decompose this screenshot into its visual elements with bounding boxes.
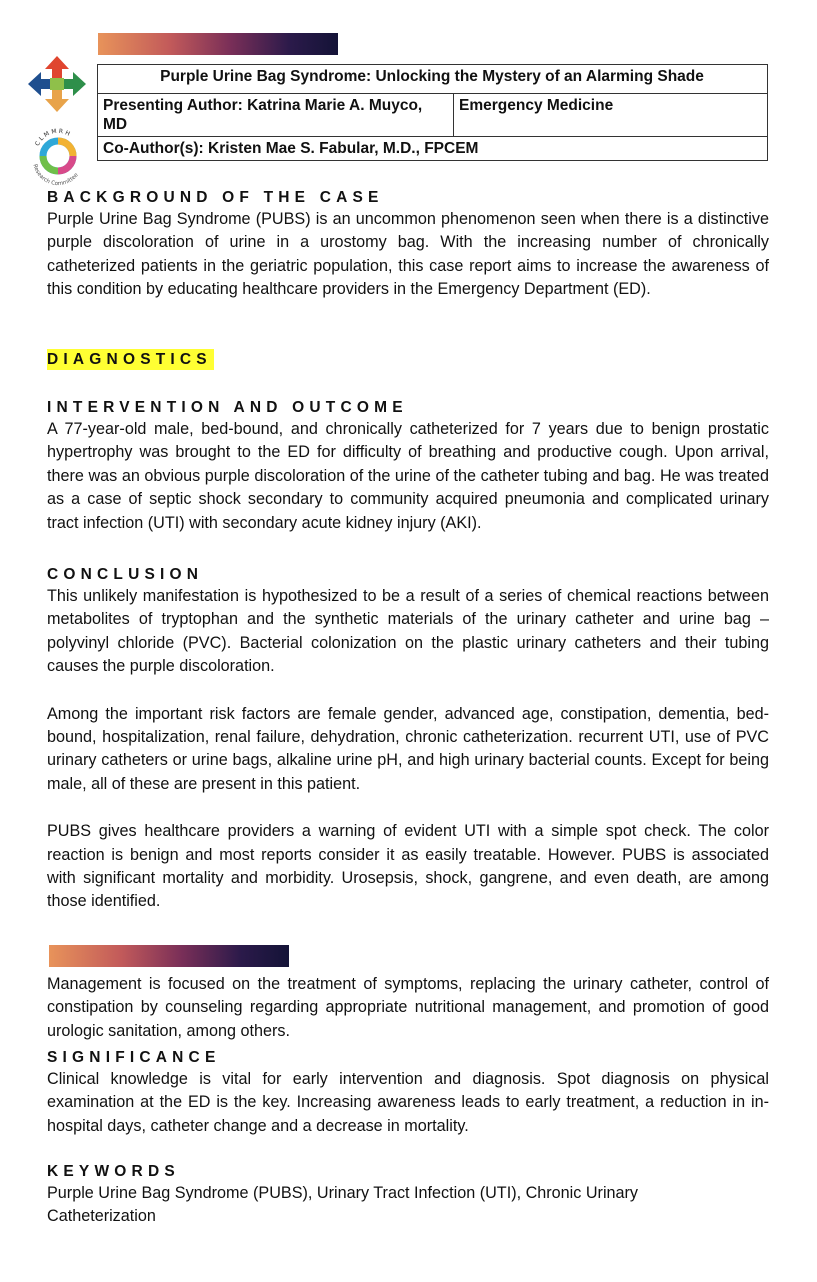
- decorative-gradient-bar: [49, 945, 289, 967]
- section-heading-significance: SIGNIFICANCE: [47, 1049, 221, 1066]
- conclusion-paragraph-4: Management is focused on the treatment of symptoms, replacing the urinary catheter, control of constipation by counseling regarding appropriate nutritional management, and promotion of good urologic sanitation, among others.: [47, 975, 769, 1040]
- co-authors: Co-Author(s): Kristen Mae S. Fabular, M.D., FPCEM: [98, 137, 768, 161]
- poster-header-table: [97, 64, 768, 161]
- poster-title: Purple Urine Bag Syndrome: Unlocking the Mystery of an Alarming Shade: [98, 65, 768, 94]
- conclusion-section: [47, 565, 769, 914]
- section-heading-keywords: KEYWORDS: [47, 1163, 180, 1180]
- svg-text:C L M M R H: C L M M R H: [33, 127, 71, 148]
- section-heading-diagnostics: DIAGNOSTICS: [47, 351, 212, 368]
- keywords-line-1: Purple Urine Bag Syndrome (PUBS), Urinary Tract Infection (UTI), Chronic Urinary: [47, 1184, 639, 1202]
- keywords-line-2: Catheterization: [47, 1207, 156, 1226]
- significance-text: Clinical knowledge is vital for early intervention and diagnosis. Spot diagnosis on physical examination at the ED is the key. Increasing awareness leads to early treatment, a reduction in in-hospital days, catheter change and a decrease in mortality.: [47, 1070, 769, 1135]
- four-arrows-logo-icon: [28, 56, 86, 112]
- section-heading-intervention: INTERVENTION AND OUTCOME: [47, 399, 408, 416]
- section-heading-background: BACKGROUND OF THE CASE: [47, 189, 384, 206]
- intervention-section: [47, 398, 769, 535]
- keywords-section: [47, 1162, 769, 1229]
- intervention-text: A 77-year-old male, bed-bound, and chronically catheterized for 7 years due to benign prostatic hypertrophy was brought to the ED for difficulty of breathing and productive cough. Upon arrival, there was an obvious purple discoloration of the urine of the catheter tubing and bag. He was treated as a case of septic shock secondary to community acquired pneumonia and complicated urinary tract infection (UTI) with secondary acute kidney injury (AKI).: [47, 420, 769, 532]
- background-text: Purple Urine Bag Syndrome (PUBS) is an uncommon phenomenon seen when there is a distinctive purple discoloration of urine in a urostomy bag. With the increasing number of chronically catheterized patients in the geriatric population, this case report aims to increase the awareness of this condition by educating healthcare providers in the Emergency Department (ED).: [47, 210, 769, 299]
- presenting-author: Presenting Author: Katrina Marie A. Muyco, MD: [98, 94, 454, 137]
- department: Emergency Medicine: [454, 94, 768, 137]
- significance-section: [47, 1048, 769, 1138]
- research-committee-logo-icon: [27, 118, 89, 192]
- diagnostics-section: [47, 348, 769, 371]
- section-heading-conclusion: CONCLUSION: [47, 566, 204, 583]
- background-section: [47, 188, 769, 302]
- decorative-gradient-bar: [98, 33, 338, 55]
- conclusion-paragraph-3: PUBS gives healthcare providers a warning of evident UTI with a simple spot check. The color reaction is benign and most reports consider it as easily treatable. However. PUBS is associated with significant mortality and morbidity. Urosepsis, shock, gangrene, and even death, are among those identified.: [47, 822, 769, 911]
- svg-text:Research Committee: Research Committee: [31, 163, 80, 188]
- conclusion-paragraph-2: Among the important risk factors are female gender, advanced age, constipation, dementia, bed-bound, hospitalization, renal failure, dehydration, chronic catheterization. recurrent UTI, use of PVC urinary catheters or urine bags, alkaline urine pH, and high urinary bacterial counts. Except for being male, all of these are present in this patient.: [47, 704, 769, 793]
- management-section: [47, 973, 769, 1043]
- conclusion-paragraph-1: This unlikely manifestation is hypothesized to be a result of a series of chemical reactions between metabolites of tryptophan and the synthetic materials of the urinary catheter and urine bag – polyvinyl chloride (PVC). Bacterial colonization on the plastic urinary catheters and their tubing causes the purple discoloration.: [47, 587, 769, 676]
